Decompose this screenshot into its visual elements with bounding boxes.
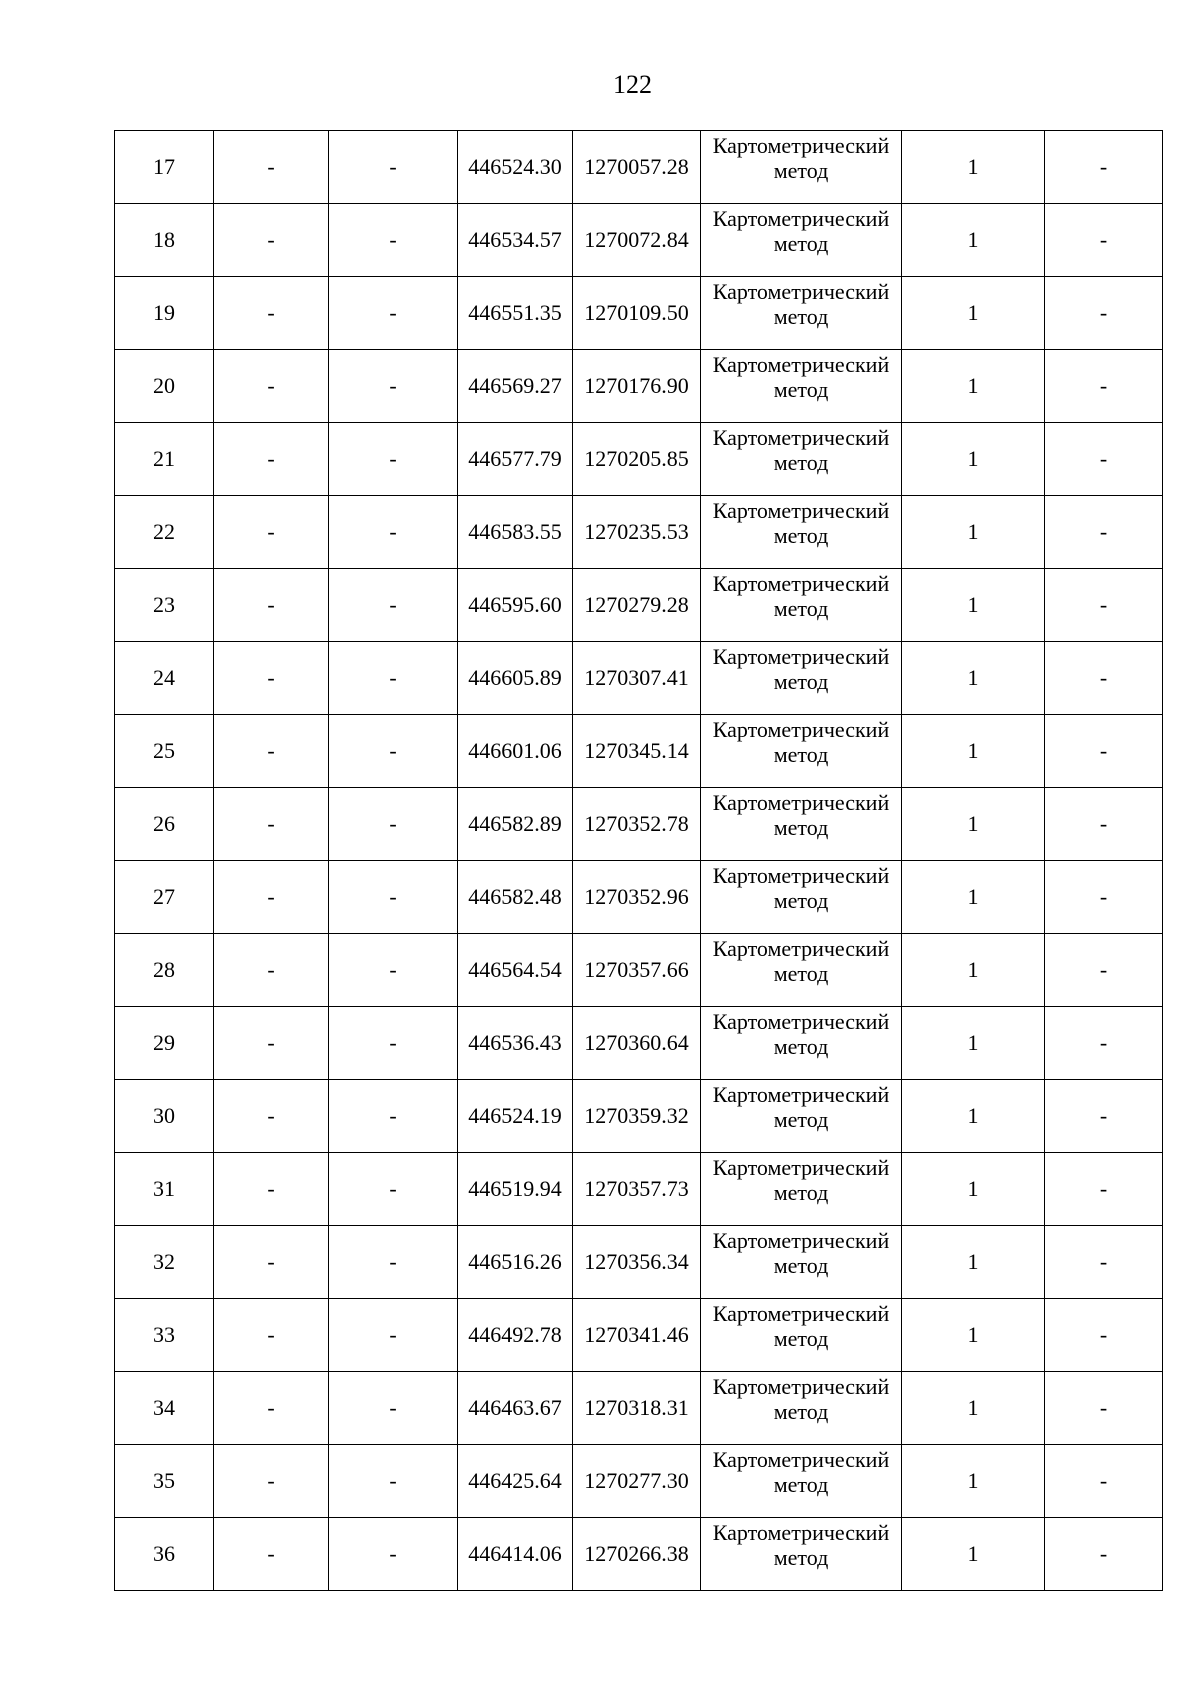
column-8-cell: - <box>1045 1080 1163 1153</box>
column-8-cell: - <box>1045 569 1163 642</box>
x-coordinate-cell: 446463.67 <box>458 1372 573 1445</box>
method-cell <box>701 934 902 1007</box>
point-number-cell: 25 <box>115 715 214 788</box>
x-coordinate-cell: 446414.06 <box>458 1518 573 1591</box>
y-coordinate-cell: 1270277.30 <box>573 1445 701 1518</box>
x-coordinate-cell: 446425.64 <box>458 1445 573 1518</box>
table-row <box>115 496 1163 569</box>
x-coordinate-cell: 446577.79 <box>458 423 573 496</box>
column-8-cell: - <box>1045 496 1163 569</box>
point-number-cell: 17 <box>115 131 214 204</box>
x-coordinate-cell: 446492.78 <box>458 1299 573 1372</box>
y-coordinate-cell: 1270318.31 <box>573 1372 701 1445</box>
point-number-cell: 32 <box>115 1226 214 1299</box>
x-coordinate-cell: 446605.89 <box>458 642 573 715</box>
accuracy-cell: 1 <box>902 1007 1045 1080</box>
point-number-cell: 29 <box>115 1007 214 1080</box>
column-8-cell: - <box>1045 204 1163 277</box>
y-coordinate-cell: 1270057.28 <box>573 131 701 204</box>
method-line-2: метод <box>773 961 829 986</box>
method-cell <box>701 1445 902 1518</box>
method-line-2: метод <box>773 450 829 475</box>
column-2-cell: - <box>214 1372 329 1445</box>
method-cell <box>701 861 902 934</box>
y-coordinate-cell: 1270176.90 <box>573 350 701 423</box>
column-3-cell: - <box>329 569 458 642</box>
column-3-cell: - <box>329 715 458 788</box>
method-line-2: метод <box>773 158 829 183</box>
y-coordinate-cell: 1270341.46 <box>573 1299 701 1372</box>
accuracy-cell: 1 <box>902 1518 1045 1591</box>
x-coordinate-cell: 446564.54 <box>458 934 573 1007</box>
method-line-1: Картометрический <box>712 1155 890 1180</box>
accuracy-cell: 1 <box>902 788 1045 861</box>
method-cell <box>701 1299 902 1372</box>
method-line-1: Картометрический <box>712 936 890 961</box>
table-row <box>115 277 1163 350</box>
y-coordinate-cell: 1270307.41 <box>573 642 701 715</box>
x-coordinate-cell: 446582.89 <box>458 788 573 861</box>
method-line-1: Картометрический <box>712 206 890 231</box>
accuracy-cell: 1 <box>902 496 1045 569</box>
x-coordinate-cell: 446569.27 <box>458 350 573 423</box>
column-8-cell: - <box>1045 1299 1163 1372</box>
table-row <box>115 423 1163 496</box>
method-line-1: Картометрический <box>712 571 890 596</box>
method-cell <box>701 1007 902 1080</box>
column-8-cell: - <box>1045 861 1163 934</box>
method-cell <box>701 1153 902 1226</box>
page-number: 122 <box>613 70 652 99</box>
method-line-1: Картометрический <box>712 717 890 742</box>
point-number-cell: 24 <box>115 642 214 715</box>
table-row <box>115 715 1163 788</box>
table-row <box>115 1153 1163 1226</box>
column-2-cell: - <box>214 1518 329 1591</box>
column-2-cell: - <box>214 715 329 788</box>
accuracy-cell: 1 <box>902 1226 1045 1299</box>
coordinates-table <box>114 130 1163 1591</box>
table-row <box>115 861 1163 934</box>
x-coordinate-cell: 446601.06 <box>458 715 573 788</box>
column-2-cell: - <box>214 1445 329 1518</box>
column-2-cell: - <box>214 934 329 1007</box>
accuracy-cell: 1 <box>902 715 1045 788</box>
table-row <box>115 1299 1163 1372</box>
method-cell <box>701 204 902 277</box>
table-row <box>115 1080 1163 1153</box>
method-line-1: Картометрический <box>712 1082 890 1107</box>
table-row <box>115 131 1163 204</box>
point-number-cell: 36 <box>115 1518 214 1591</box>
method-line-2: метод <box>773 1545 829 1570</box>
y-coordinate-cell: 1270352.78 <box>573 788 701 861</box>
y-coordinate-cell: 1270109.50 <box>573 277 701 350</box>
method-cell <box>701 1518 902 1591</box>
method-line-2: метод <box>773 669 829 694</box>
method-line-1: Картометрический <box>712 425 890 450</box>
method-line-2: метод <box>773 742 829 767</box>
table-row <box>115 1372 1163 1445</box>
column-8-cell: - <box>1045 1518 1163 1591</box>
table-row <box>115 204 1163 277</box>
column-8-cell: - <box>1045 934 1163 1007</box>
column-8-cell: - <box>1045 1007 1163 1080</box>
accuracy-cell: 1 <box>902 1445 1045 1518</box>
method-cell <box>701 1372 902 1445</box>
table-row <box>115 788 1163 861</box>
point-number-cell: 23 <box>115 569 214 642</box>
y-coordinate-cell: 1270357.66 <box>573 934 701 1007</box>
column-2-cell: - <box>214 277 329 350</box>
accuracy-cell: 1 <box>902 1299 1045 1372</box>
method-cell <box>701 788 902 861</box>
method-cell <box>701 642 902 715</box>
column-2-cell: - <box>214 1299 329 1372</box>
column-8-cell: - <box>1045 277 1163 350</box>
x-coordinate-cell: 446524.30 <box>458 131 573 204</box>
x-coordinate-cell: 446516.26 <box>458 1226 573 1299</box>
method-cell <box>701 350 902 423</box>
table-row <box>115 642 1163 715</box>
column-8-cell: - <box>1045 423 1163 496</box>
column-2-cell: - <box>214 204 329 277</box>
accuracy-cell: 1 <box>902 569 1045 642</box>
method-line-1: Картометрический <box>712 498 890 523</box>
table-row <box>115 934 1163 1007</box>
accuracy-cell: 1 <box>902 131 1045 204</box>
method-line-2: метод <box>773 523 829 548</box>
table-row <box>115 569 1163 642</box>
column-3-cell: - <box>329 1153 458 1226</box>
column-3-cell: - <box>329 350 458 423</box>
x-coordinate-cell: 446551.35 <box>458 277 573 350</box>
method-line-1: Картометрический <box>712 1447 890 1472</box>
method-line-1: Картометрический <box>712 1520 890 1545</box>
column-3-cell: - <box>329 1226 458 1299</box>
method-line-2: метод <box>773 815 829 840</box>
point-number-cell: 33 <box>115 1299 214 1372</box>
method-line-1: Картометрический <box>712 133 890 158</box>
point-number-cell: 35 <box>115 1445 214 1518</box>
x-coordinate-cell: 446534.57 <box>458 204 573 277</box>
column-3-cell: - <box>329 131 458 204</box>
column-3-cell: - <box>329 1372 458 1445</box>
method-line-1: Картометрический <box>712 863 890 888</box>
y-coordinate-cell: 1270266.38 <box>573 1518 701 1591</box>
y-coordinate-cell: 1270352.96 <box>573 861 701 934</box>
column-8-cell: - <box>1045 1226 1163 1299</box>
column-8-cell: - <box>1045 1153 1163 1226</box>
column-2-cell: - <box>214 569 329 642</box>
accuracy-cell: 1 <box>902 350 1045 423</box>
column-2-cell: - <box>214 496 329 569</box>
method-line-2: метод <box>773 231 829 256</box>
method-line-2: метод <box>773 1107 829 1132</box>
method-cell <box>701 131 902 204</box>
x-coordinate-cell: 446595.60 <box>458 569 573 642</box>
column-8-cell: - <box>1045 715 1163 788</box>
point-number-cell: 20 <box>115 350 214 423</box>
column-2-cell: - <box>214 1007 329 1080</box>
method-line-2: метод <box>773 377 829 402</box>
column-2-cell: - <box>214 131 329 204</box>
y-coordinate-cell: 1270356.34 <box>573 1226 701 1299</box>
column-3-cell: - <box>329 1299 458 1372</box>
point-number-cell: 18 <box>115 204 214 277</box>
column-2-cell: - <box>214 788 329 861</box>
x-coordinate-cell: 446582.48 <box>458 861 573 934</box>
method-line-2: метод <box>773 1399 829 1424</box>
point-number-cell: 31 <box>115 1153 214 1226</box>
x-coordinate-cell: 446524.19 <box>458 1080 573 1153</box>
y-coordinate-cell: 1270360.64 <box>573 1007 701 1080</box>
point-number-cell: 26 <box>115 788 214 861</box>
accuracy-cell: 1 <box>902 934 1045 1007</box>
y-coordinate-cell: 1270359.32 <box>573 1080 701 1153</box>
method-line-2: метод <box>773 304 829 329</box>
method-line-1: Картометрический <box>712 644 890 669</box>
table-body <box>115 131 1163 1591</box>
table-row <box>115 1445 1163 1518</box>
column-8-cell: - <box>1045 788 1163 861</box>
table-row <box>115 350 1163 423</box>
column-3-cell: - <box>329 1518 458 1591</box>
method-line-2: метод <box>773 1034 829 1059</box>
table-row <box>115 1518 1163 1591</box>
method-line-1: Картометрический <box>712 1009 890 1034</box>
accuracy-cell: 1 <box>902 1080 1045 1153</box>
column-3-cell: - <box>329 934 458 1007</box>
x-coordinate-cell: 446519.94 <box>458 1153 573 1226</box>
column-3-cell: - <box>329 1080 458 1153</box>
column-3-cell: - <box>329 861 458 934</box>
column-2-cell: - <box>214 1080 329 1153</box>
column-2-cell: - <box>214 423 329 496</box>
y-coordinate-cell: 1270279.28 <box>573 569 701 642</box>
point-number-cell: 21 <box>115 423 214 496</box>
method-line-2: метод <box>773 1253 829 1278</box>
point-number-cell: 27 <box>115 861 214 934</box>
point-number-cell: 19 <box>115 277 214 350</box>
method-cell <box>701 1226 902 1299</box>
point-number-cell: 28 <box>115 934 214 1007</box>
column-8-cell: - <box>1045 1445 1163 1518</box>
column-3-cell: - <box>329 1007 458 1080</box>
x-coordinate-cell: 446536.43 <box>458 1007 573 1080</box>
accuracy-cell: 1 <box>902 861 1045 934</box>
method-cell <box>701 1080 902 1153</box>
method-line-2: метод <box>773 1472 829 1497</box>
x-coordinate-cell: 446583.55 <box>458 496 573 569</box>
method-line-1: Картометрический <box>712 352 890 377</box>
method-line-1: Картометрический <box>712 1374 890 1399</box>
table-row <box>115 1226 1163 1299</box>
column-3-cell: - <box>329 788 458 861</box>
method-line-1: Картометрический <box>712 279 890 304</box>
accuracy-cell: 1 <box>902 1372 1045 1445</box>
method-line-2: метод <box>773 888 829 913</box>
column-2-cell: - <box>214 642 329 715</box>
method-cell <box>701 277 902 350</box>
accuracy-cell: 1 <box>902 642 1045 715</box>
method-cell <box>701 423 902 496</box>
y-coordinate-cell: 1270235.53 <box>573 496 701 569</box>
column-2-cell: - <box>214 1226 329 1299</box>
point-number-cell: 30 <box>115 1080 214 1153</box>
column-8-cell: - <box>1045 131 1163 204</box>
method-line-2: метод <box>773 1326 829 1351</box>
column-2-cell: - <box>214 1153 329 1226</box>
method-line-2: метод <box>773 1180 829 1205</box>
y-coordinate-cell: 1270345.14 <box>573 715 701 788</box>
y-coordinate-cell: 1270072.84 <box>573 204 701 277</box>
accuracy-cell: 1 <box>902 1153 1045 1226</box>
method-line-1: Картометрический <box>712 1301 890 1326</box>
column-3-cell: - <box>329 277 458 350</box>
method-cell <box>701 496 902 569</box>
point-number-cell: 34 <box>115 1372 214 1445</box>
column-2-cell: - <box>214 861 329 934</box>
accuracy-cell: 1 <box>902 423 1045 496</box>
column-3-cell: - <box>329 204 458 277</box>
point-number-cell: 22 <box>115 496 214 569</box>
column-3-cell: - <box>329 642 458 715</box>
y-coordinate-cell: 1270205.85 <box>573 423 701 496</box>
method-line-1: Картометрический <box>712 1228 890 1253</box>
accuracy-cell: 1 <box>902 204 1045 277</box>
method-cell <box>701 715 902 788</box>
table-row <box>115 1007 1163 1080</box>
column-3-cell: - <box>329 496 458 569</box>
y-coordinate-cell: 1270357.73 <box>573 1153 701 1226</box>
method-line-1: Картометрический <box>712 790 890 815</box>
accuracy-cell: 1 <box>902 277 1045 350</box>
column-8-cell: - <box>1045 350 1163 423</box>
column-3-cell: - <box>329 1445 458 1518</box>
column-8-cell: - <box>1045 642 1163 715</box>
column-3-cell: - <box>329 423 458 496</box>
column-8-cell: - <box>1045 1372 1163 1445</box>
method-cell <box>701 569 902 642</box>
column-2-cell: - <box>214 350 329 423</box>
method-line-2: метод <box>773 596 829 621</box>
